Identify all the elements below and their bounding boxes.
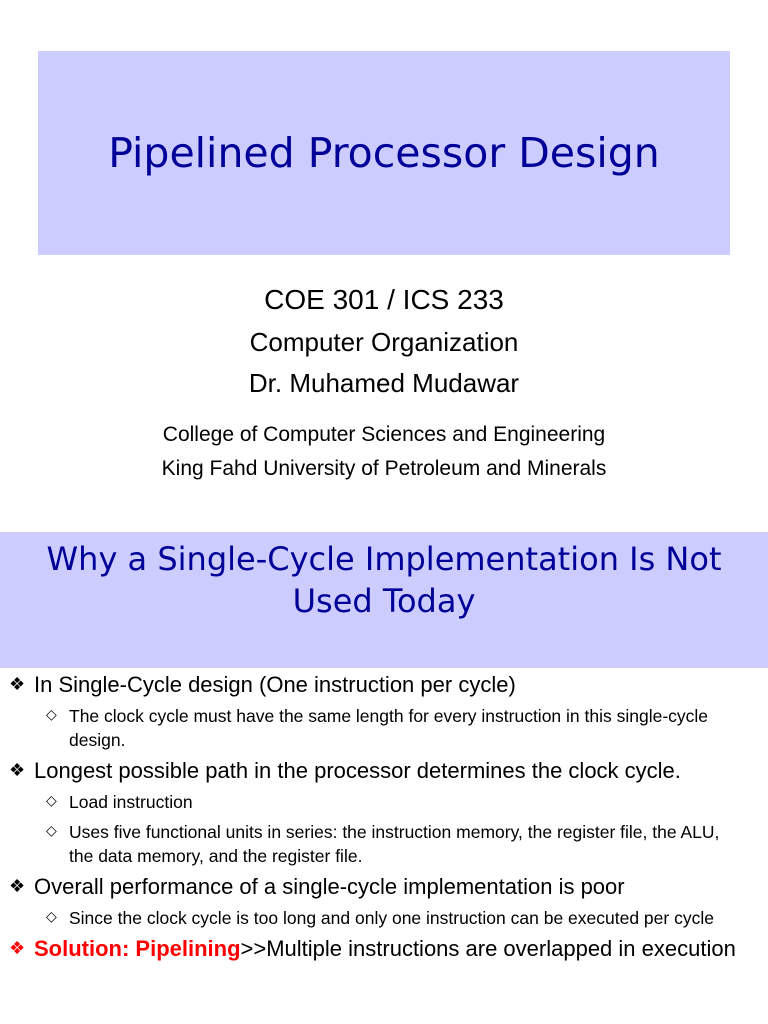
hollow-diamond-icon: ◇ bbox=[46, 822, 57, 838]
university-name: King Fahd University of Petroleum and Minerals bbox=[161, 457, 607, 480]
hollow-diamond-icon: ◇ bbox=[46, 908, 57, 924]
solution-text: >>Multiple instructions are overlapped in execution bbox=[240, 936, 736, 961]
bullet-text: Longest possible path in the processor determines the clock cycle. bbox=[34, 758, 681, 783]
diamond-bullet-icon: ❖ bbox=[9, 674, 26, 694]
author-name: Dr. Muhamed Mudawar bbox=[248, 368, 520, 398]
bullet-item bbox=[0, 672, 768, 698]
diamond-bullet-icon: ❖ bbox=[9, 876, 26, 896]
sub-bullet-item bbox=[0, 820, 768, 868]
solution-label: Solution: Pipelining bbox=[34, 936, 241, 961]
bullet-list bbox=[0, 672, 768, 968]
bullet-text: Overall performance of a single-cycle implementation is poor bbox=[34, 874, 625, 899]
sub-bullet-text: Load instruction bbox=[69, 792, 193, 812]
slide-title bbox=[0, 532, 768, 622]
sub-bullet-item bbox=[0, 704, 768, 752]
slide-header bbox=[0, 532, 768, 668]
sub-bullet-text: Since the clock cycle is too long and only one instruction can be executed per cycle bbox=[69, 908, 714, 928]
hollow-diamond-icon: ◇ bbox=[46, 706, 57, 722]
bullet-item bbox=[0, 874, 768, 900]
solution-bullet bbox=[0, 936, 768, 962]
title-banner bbox=[38, 51, 730, 255]
diamond-bullet-icon: ❖ bbox=[9, 938, 26, 958]
sub-bullet-text: Uses five functional units in series: the instruction memory, the register file, the ALU, the data memory, and the register file. bbox=[69, 822, 720, 866]
sub-bullet-item bbox=[0, 790, 768, 814]
course-code: COE 301 / ICS 233 bbox=[264, 284, 504, 315]
diamond-bullet-icon: ❖ bbox=[9, 760, 26, 780]
college-name: College of Computer Sciences and Engineering bbox=[162, 423, 606, 446]
sub-bullet-item bbox=[0, 906, 768, 930]
bullet-item bbox=[0, 758, 768, 784]
hollow-diamond-icon: ◇ bbox=[46, 792, 57, 808]
course-name: Computer Organization bbox=[249, 327, 519, 357]
slide-title-line-1: Why a Single-Cycle Implementation Is Not bbox=[46, 540, 722, 578]
slide-title-line-2: Used Today bbox=[292, 582, 476, 620]
page-title: Pipelined Processor Design bbox=[108, 128, 660, 177]
bullet-text: In Single-Cycle design (One instruction per cycle) bbox=[34, 672, 516, 697]
sub-bullet-text: The clock cycle must have the same length for every instruction in this single-cycle design. bbox=[69, 706, 709, 750]
